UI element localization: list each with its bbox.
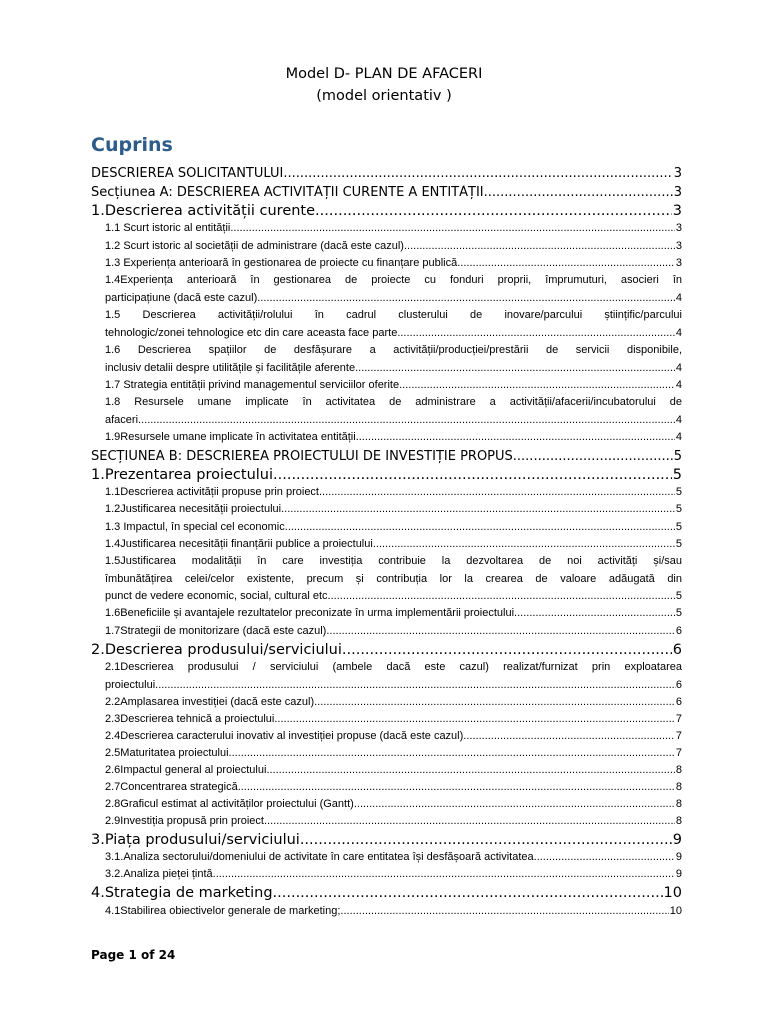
toc-entry[interactable]: 1.6Beneficiile și avantajele rezultatelor preconizate în urma implementării proiectului ..... 5 (105, 607, 682, 619)
toc-entry[interactable]: 3.Piața produsului/serviciului ..... 9 (91, 832, 682, 848)
toc-entry[interactable]: 1.3 Impactul, în special cel economic ..... 5 (105, 521, 682, 533)
toc-page-number: 5 (675, 538, 682, 550)
toc-page-number: 3 (672, 203, 682, 219)
toc-entry[interactable]: 2.6Impactul general al proiectului ..... 8 (105, 764, 682, 776)
toc-page-number: 4 (675, 413, 682, 426)
toc-page-number: 5 (675, 607, 682, 619)
toc-page-number: 7 (675, 730, 682, 742)
toc-page-number: 5 (675, 486, 682, 498)
toc-page-number: 10 (669, 905, 682, 917)
toc-entry[interactable]: 2.8Graficul estimat al activităților proiectului (Gantt) ..... 8 (105, 798, 682, 810)
toc-page-number: 3 (673, 185, 682, 200)
toc-entry[interactable]: Secțiunea A: DESCRIEREA ACTIVITĂȚII CURENTE A ENTITĂȚII ..... 3 (91, 185, 682, 200)
toc-entry[interactable]: 2.4Descrierea caracterului inovativ al investiției propuse (dacă este cazul) ..... 7 (105, 730, 682, 742)
toc-entry[interactable]: 1.3 Experiența anterioară în gestionarea de proiecte cu finanțare publică ..... 3 (105, 257, 682, 269)
toc-page-number: 5 (675, 503, 682, 515)
toc-page-number: 5 (675, 590, 682, 603)
toc-entry[interactable]: 1.4Justificarea necesității finanțării publice a proiectului ..... 5 (105, 538, 682, 550)
toc-page-number: 4 (675, 431, 682, 443)
toc-entry[interactable]: 2.9Investiția propusă prin proiect ..... 8 (105, 815, 682, 827)
toc-entry[interactable]: 1.2 Scurt istoric al societății de administrare (dacă este cazul) ..... 3 (105, 240, 682, 252)
toc-page-number: 3 (673, 166, 682, 181)
toc-entry[interactable]: 1.1 Scurt istoric al entității ..... 3 (105, 222, 682, 234)
document-subtitle: (model orientativ ) (316, 88, 452, 104)
toc-page-number: 3 (675, 257, 682, 269)
toc-entry[interactable]: 2.5Maturitatea proiectului ..... 7 (105, 747, 682, 759)
toc-page-number: 9 (675, 868, 682, 880)
toc-entry[interactable]: 1.5Justificarea modalității în care investiția contribuie la dezvoltarea de noi activități și/sau îmbunătățirea celei/celor existente, precum și contribuția lor la crearea de valoare adăugată din punct de vedere economic, social, cultural etc. ..... 5 (105, 553, 682, 606)
toc-page-number: 7 (675, 747, 682, 759)
toc-entry[interactable]: 2.3Descrierea tehnică a proiectului ..... 7 (105, 713, 682, 725)
toc-page-number: 8 (675, 764, 682, 776)
toc-entry[interactable]: 3.1.Analiza sectorului/domeniului de activitate în care entitatea își desfășoară activitatea ..... 9 (105, 851, 682, 863)
toc-entry[interactable]: 1.7 Strategia entității privind managementul serviciilor oferite ..... 4 (105, 379, 682, 391)
toc-page-number: 8 (675, 798, 682, 810)
toc-page-number: 3 (675, 222, 682, 234)
toc-entry[interactable]: 4.1Stabilirea obiectivelor generale de marketing; ..... 10 (105, 905, 682, 917)
toc-entry[interactable]: 1.1Descrierea activității propuse prin proiect ..... 5 (105, 486, 682, 498)
toc-entry[interactable]: 2.Descrierea produsului/serviciului ..... 6 (91, 642, 682, 658)
toc-page-number: 4 (675, 326, 682, 339)
toc-page-number: 6 (675, 678, 682, 691)
toc-page-number: 3 (675, 240, 682, 252)
toc-page-number: 5 (675, 521, 682, 533)
toc-page-number: 5 (673, 449, 682, 464)
toc-entry[interactable]: 1.9Resursele umane implicate în activitatea entității ..... 4 (105, 431, 682, 443)
toc-page-number: 6 (672, 642, 682, 658)
toc-entry[interactable]: 4.Strategia de marketing ..... 10 (91, 885, 682, 901)
toc-entry[interactable]: SECȚIUNEA B: DESCRIEREA PROIECTULUI DE INVESTIȚIE PROPUS ..... 5 (91, 449, 682, 464)
toc-page-number: 4 (675, 379, 682, 391)
toc-page-number: 10 (663, 885, 682, 901)
page-number-footer: Page 1 of 24 (91, 948, 176, 962)
toc-page-number: 4 (675, 361, 682, 374)
toc-entry[interactable]: 1.7Strategii de monitorizare (dacă este cazul) ..... 6 (105, 625, 682, 637)
toc-page-number: 6 (675, 625, 682, 637)
toc-page-number: 6 (675, 696, 682, 708)
toc-entry[interactable]: 2.1Descrierea produsului / serviciului (ambele dacă este cazul) realizat/furnizat prin exploatarea proiectului ..... 6 (105, 659, 682, 694)
toc-entry[interactable]: DESCRIEREA SOLICITANTULUI ..... 3 (91, 166, 682, 181)
toc-page-number: 9 (675, 851, 682, 863)
toc-entry[interactable]: 1.5 Descrierea activității/rolului în cadrul clusterului de inovare/parcului științific/parcului tehnologic/zonei tehnologice etc din care aceasta face parte ..... 4 (105, 307, 682, 342)
toc-heading: Cuprins (91, 134, 173, 156)
toc-entry[interactable]: 1.4Experiența anterioară în gestionarea de proiecte cu fonduri proprii, împrumuturi, asocieri în participațiune (dacă este cazul) ..... 4 (105, 272, 682, 307)
document-title: Model D- PLAN DE AFACERI (285, 66, 483, 82)
toc-entry[interactable]: 2.2Amplasarea investiției (dacă este cazul) ..... 6 (105, 696, 682, 708)
toc-entry[interactable]: 2.7Concentrarea strategică ..... 8 (105, 781, 682, 793)
toc-page-number: 9 (672, 832, 682, 848)
toc-entry[interactable]: 1.2Justificarea necesității proiectului ..... 5 (105, 503, 682, 515)
toc-page-number: 8 (675, 815, 682, 827)
toc-page-number: 8 (675, 781, 682, 793)
toc-entry[interactable]: 3.2.Analiza pieței țintă ..... 9 (105, 868, 682, 880)
toc-entry[interactable]: 1.Descrierea activității curente ..... 3 (91, 203, 682, 219)
toc-page-number: 4 (675, 291, 682, 304)
toc-entry[interactable]: 1.8 Resursele umane implicate în activitatea de administrare a activității/afacerii/incubatorului de afaceri ..... 4 (105, 394, 682, 429)
toc-page-number: 7 (675, 713, 682, 725)
toc-entry[interactable]: 1.Prezentarea proiectului ..... 5 (91, 467, 682, 483)
toc-entry[interactable]: 1.6 Descrierea spațiilor de desfășurare a activității/producției/prestării de servicii disponibile, inclusiv detalii despre utilitățile și facilitățile aferente ..... 4 (105, 342, 682, 377)
toc-page-number: 5 (672, 467, 682, 483)
